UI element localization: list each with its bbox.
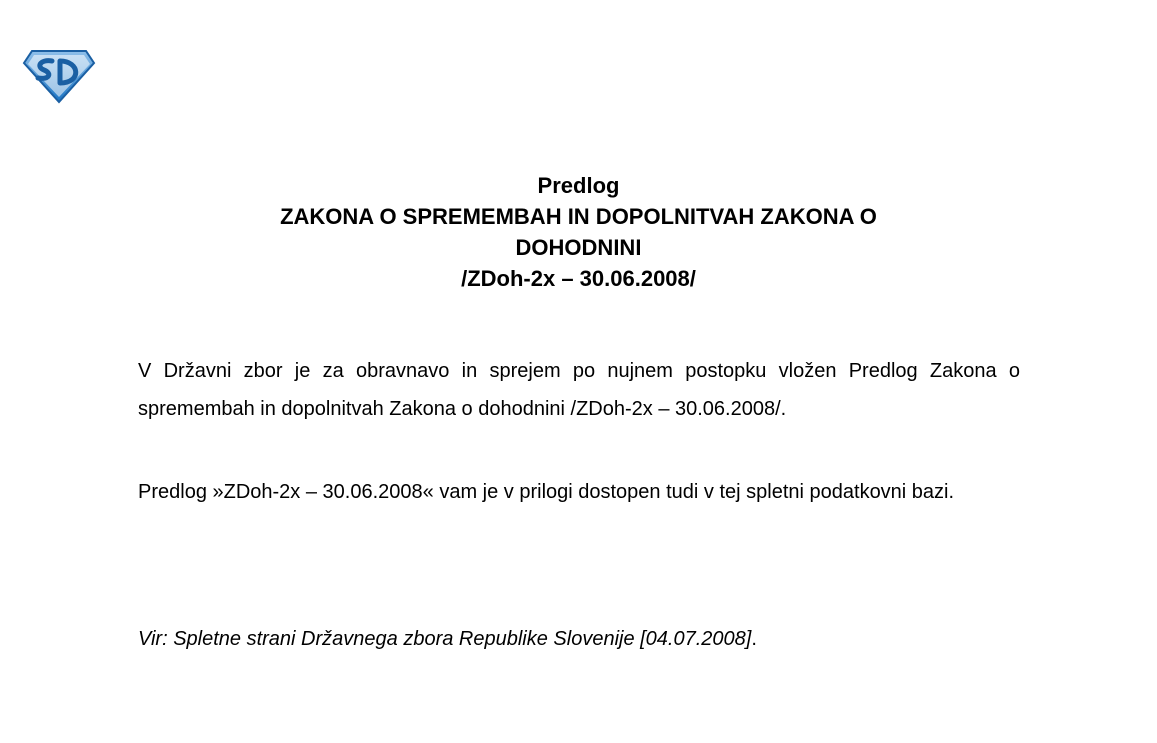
title-line-2: ZAKONA O SPREMEMBAH IN DOPOLNITVAH ZAKONA O <box>280 204 877 229</box>
document-title <box>0 170 1157 294</box>
title-line-4: /ZDoh-2x – 30.06.2008/ <box>461 266 696 291</box>
sd-logo <box>22 47 96 105</box>
source-citation <box>138 623 1020 655</box>
title-line-1: Predlog <box>537 173 620 198</box>
title-line-3: DOHODNINI <box>515 235 642 260</box>
paragraph-availability: Predlog »ZDoh-2x – 30.06.2008« vam je v prilogi dostopen tudi v tej spletni podatkovni bazi. <box>138 481 955 503</box>
source-period: . <box>751 628 757 650</box>
paragraph-submission: V Državni zbor je za obravnavo in sprejem po nujnem postopku vložen Predlog Zakona o spremembah in dopolnitvah Zakona o dohodnini /ZDoh-2x – 30.06.2008/. <box>138 360 1020 420</box>
source-text: Vir: Spletne strani Državnega zbora Republike Slovenije [04.07.2008] <box>138 628 752 650</box>
